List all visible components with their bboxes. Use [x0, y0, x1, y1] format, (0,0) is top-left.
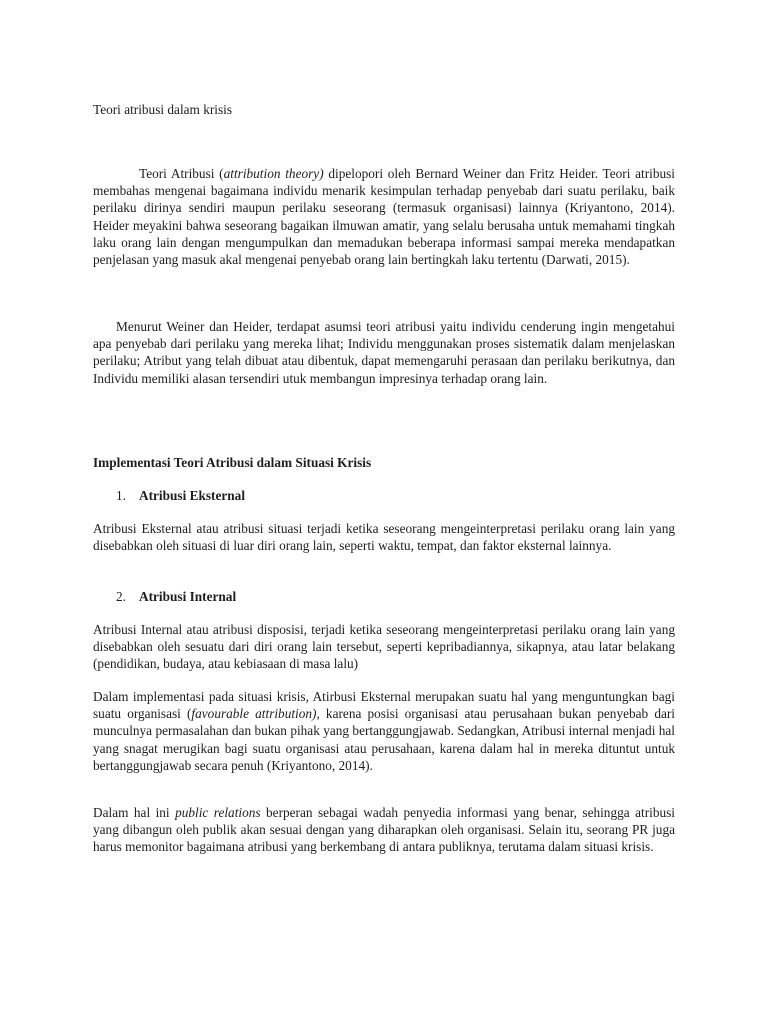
paragraph-3: Atribusi Eksternal atau atribusi situasi terjadi ketika seseorang mengeinterpretasi perilaku orang lain yang disebabkan oleh situasi di luar diri orang lain, seperti waktu, tempat, dan faktor eksternal lainnya.: [93, 521, 675, 554]
paragraph-6-italic: public relations: [175, 805, 261, 820]
section-heading: Implementasi Teori Atribusi dalam Situasi Krisis: [93, 455, 372, 470]
paragraph-1-start: Teori Atribusi (: [139, 166, 224, 181]
subheading-atribusi-internal: Atribusi Internal: [139, 589, 237, 604]
subheading-atribusi-eksternal: Atribusi Eksternal: [139, 488, 246, 503]
paragraph-6-start: Dalam hal ini: [93, 805, 176, 820]
paragraph-5-rest: , karena posisi organisasi atau perusahaan bukan penyebab dari munculnya permasalahan dan bukan pihak yang bertanggungjawab. Sedangkan, Atribusi internal menjadi hal yang snagat merugikan bagi suatu organisasi atau perusahaan, karena dalam hal in mereka dituntut untuk bertanggungjawab secara penuh (Kriyantono, 2014).: [93, 706, 676, 773]
paragraph-4: Atribusi Internal atau atribusi disposisi, terjadi ketika seseorang mengeinterpretasi perilaku orang lain yang disebabkan oleh sesuatu dari diri orang lain tersebut, seperti kepribadiannya, sikapnya, atau latar belakang (pendidikan, budaya, atau kebiasaan di masa lalu): [93, 622, 675, 672]
list-number-2: 2.: [116, 589, 126, 604]
paragraph-1-italic: attribution theory): [223, 166, 324, 181]
paragraph-5-start: Dalam implementasi pada situasi krisis, Atirbusi Eksternal merupakan suatu hal yang menguntungkan bagi suatu organisasi (: [93, 689, 675, 722]
paragraph-1-rest: dipelopori oleh Bernard Weiner dan Fritz Heider. Teori atribusi membahas mengenai bagaimana individu menarik kesimpulan terhadap penyebab dari suatu perilaku, baik perilaku dirinya sendiri maupun perilaku seseorang (termasuk organisasi) lainnya (Kriyantono, 2014). Heider meyakini bahwa seseorang bagaikan ilmuwan amatir, yang selalu berusaha untuk memahami tingkah laku orang lain dengan mengumpulkan dan memadukan beberapa informasi sampai mereka mendapatkan penjelasan yang masuk akal mengenai penyebab orang lain bertingkah laku tertentu (Darwati, 2015).: [93, 166, 675, 268]
paragraph-5: [93, 688, 675, 774]
document-title: Teori atribusi dalam krisis: [93, 102, 233, 117]
paragraph-2: Menurut Weiner dan Heider, terdapat asumsi teori atribusi yaitu individu cenderung ingin mengetahui apa penyebab dari perilaku yang mereka lihat; Individu menggunakan proses sistematik dalam menjelaskan perilaku; Atribut yang telah dibuat atau dibentuk, dapat memengaruhi perasaan dan perilaku berikutnya, dan Individu memiliki alasan tersendiri utuk membangun impresinya terhadap orang lain.: [93, 319, 675, 386]
paragraph-5-italic: favourable attribution): [191, 706, 317, 722]
list-number-1: 1.: [116, 488, 126, 503]
paragraph-6-rest: berperan sebagai wadah penyedia informasi yang benar, sehingga atribusi yang dibangun oleh publik akan sesuai dengan yang diharapkan oleh organisasi. Selain itu, seorang PR juga harus memonitor bagaimana atribusi yang berkembang di antara publiknya, terutama dalam situasi krisis.: [93, 805, 675, 855]
paragraph-1: [93, 165, 675, 268]
paragraph-6: [93, 804, 675, 856]
